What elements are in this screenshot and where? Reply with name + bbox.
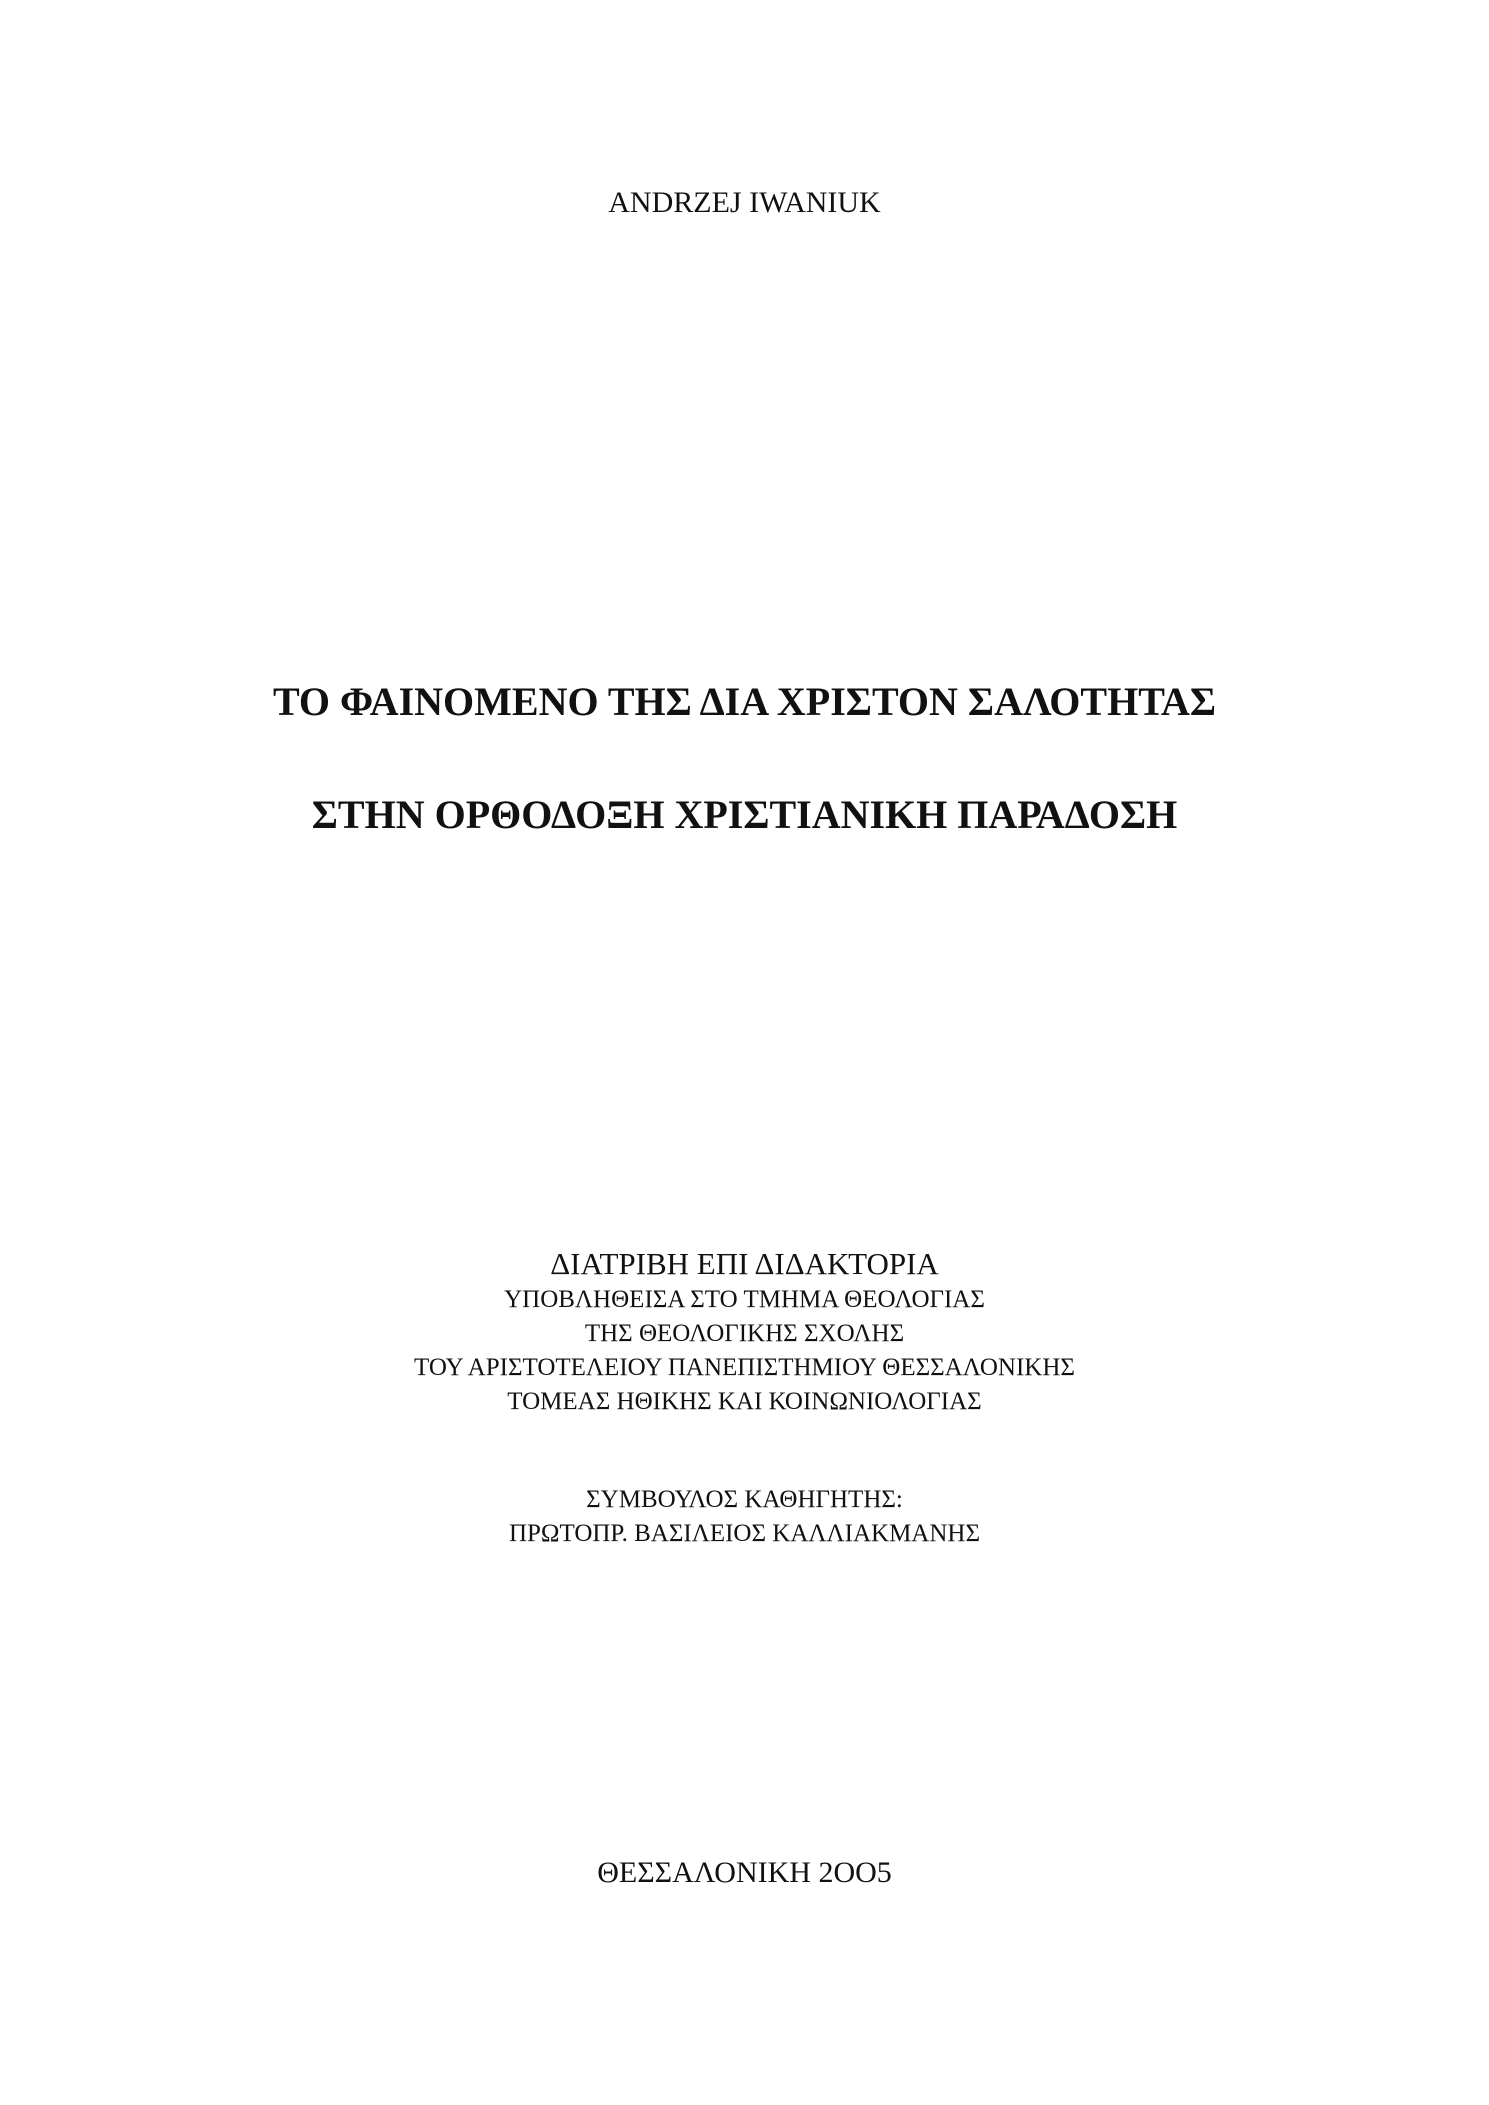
advisor-label: ΣΥΜΒΟΥΛΟΣ ΚΑΘΗΓΗΤΗΣ: (586, 1486, 903, 1513)
submission-line: ΤΟΜΕΑΣ ΗΘΙΚΗΣ ΚΑΙ ΚΟΙΝΩΝΙΟΛΟΓΙΑΣ (507, 1388, 982, 1415)
place-year: ΘΕΣΣΑΛΟΝΙΚΗ 2OO5 (597, 1856, 892, 1889)
submission-line: ΥΠΟΒΛΗΘΕΙΣΑ ΣΤΟ ΤΜΗΜΑ ΘΕΟΛΟΓΙΑΣ (504, 1286, 985, 1313)
thesis-type: ΔΙΑΤΡΙΒΗ ΕΠΙ ΔΙΔΑΚΤΟΡΙΑ (550, 1246, 939, 1281)
title-line-2: ΣΤΗΝ ΟΡΘΟΔΟΞΗ ΧΡΙΣΤΙΑΝΙΚΗ ΠΑΡΑΔΟΣΗ (311, 792, 1178, 837)
submission-line: ΤΟΥ ΑΡΙΣΤΟΤΕΛΕΙΟΥ ΠΑΝΕΠΙΣΤΗΜΙΟΥ ΘΕΣΣΑΛΟΝΙΚΗΣ (414, 1354, 1075, 1381)
advisor-name: ΠΡΩΤΟΠΡ. ΒΑΣΙΛΕΙΟΣ ΚΑΛΛΙΑΚΜΑΝΗΣ (508, 1520, 981, 1547)
title-line-1: ΤΟ ΦΑΙΝΟΜΕΝΟ ΤΗΣ ΔΙΑ ΧΡΙΣΤΟΝ ΣΑΛΟΤΗΤΑΣ (272, 679, 1217, 724)
author-name: ANDRZEJ IWANIUK (608, 186, 881, 219)
submission-line: ΤΗΣ ΘΕΟΛΟΓΙΚΗΣ ΣΧΟΛΗΣ (584, 1320, 905, 1347)
